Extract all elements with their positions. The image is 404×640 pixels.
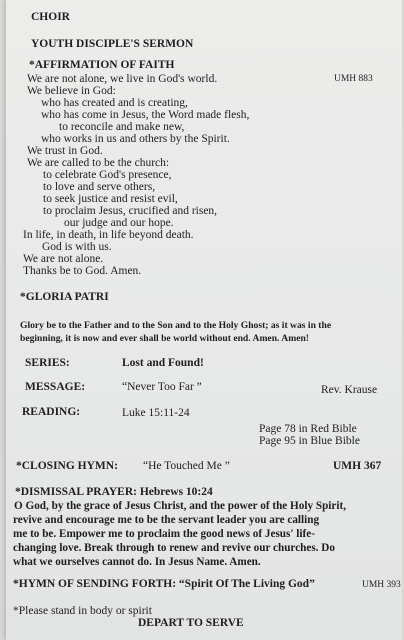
- affirmation-line: to love and serve others,: [43, 181, 156, 193]
- affirmation-line: to reconcile and make new,: [59, 121, 185, 133]
- closing-hymn-label: *CLOSING HYMN:: [16, 460, 118, 472]
- affirmation-line: to proclaim Jesus, crucified and risen,: [43, 205, 218, 217]
- affirmation-line: We are not alone.: [23, 253, 104, 265]
- gloria-text-line: Glory be to the Father and to the Son and to the Holy Ghost; as it was in the: [20, 320, 332, 331]
- closing-hymn-ref: UMH 367: [333, 460, 382, 472]
- affirmation-line: who has come in Jesus, the Word made flesh,: [41, 109, 250, 121]
- message-label: MESSAGE:: [25, 381, 86, 393]
- series-label: SERIES:: [25, 357, 70, 369]
- sending-hymn-title: *HYMN OF SENDING FORTH: “Spirit Of The Living God”: [13, 578, 315, 590]
- dismissal-line: O God, by the grace of Jesus Christ, and the power of the Holy Spirit,: [14, 500, 346, 512]
- affirmation-line: Thanks be to God. Amen.: [23, 265, 142, 277]
- sermon-heading: YOUTH DISCIPLE'S SERMON: [31, 38, 194, 50]
- reading-page-blue: Page 95 in Blue Bible: [259, 435, 360, 447]
- gloria-title: *GLORIA PATRI: [20, 291, 109, 303]
- affirmation-line: who works in us and others by the Spirit.: [41, 133, 230, 145]
- reading-label: READING:: [22, 406, 81, 418]
- choir-heading: CHOIR: [31, 11, 70, 23]
- affirmation-line: God is with us.: [42, 241, 112, 253]
- affirmation-line: We are not alone, we live in God's world.: [27, 73, 218, 85]
- gloria-text-line: beginning, it is now and ever shall be world without end. Amen. Amen!: [20, 333, 310, 344]
- affirmation-line: We trust in God.: [27, 145, 103, 157]
- message-title: “Never Too Far ”: [122, 381, 202, 393]
- series-title: Lost and Found!: [122, 357, 204, 369]
- reading-page-red: Page 78 in Red Bible: [259, 423, 357, 435]
- closing-hymn-title: “He Touched Me ”: [143, 460, 230, 472]
- affirmation-line: our judge and our hope.: [64, 217, 174, 229]
- affirmation-line: who has created and is creating,: [41, 97, 188, 109]
- affirmation-line: In life, in death, in life beyond death.: [23, 229, 194, 241]
- depart-heading: DEPART TO SERVE: [138, 617, 244, 629]
- dismissal-line: changing love. Break through to renew and revive our churches. Do: [13, 542, 335, 554]
- affirmation-line: to seek justice and resist evil,: [43, 193, 178, 205]
- dismissal-line: me to be. Empower me to proclaim the good news of Jesus' life-: [13, 528, 315, 540]
- affirmation-line: to celebrate God's presence,: [43, 169, 172, 181]
- reading-scripture: Luke 15:11-24: [122, 407, 190, 419]
- affirmation-line: We are called to be the church:: [27, 157, 170, 169]
- dismissal-line: revive and encourage me to be the servant leader you are calling: [13, 514, 320, 526]
- dismissal-title: *DISMISSAL PRAYER: Hebrews 10:24: [15, 486, 213, 498]
- sending-hymn-ref: UMH 393: [362, 580, 401, 590]
- bulletin-page: [6, 0, 402, 640]
- dismissal-line: what we ourselves cannot do. In Jesus Name. Amen.: [13, 556, 261, 568]
- affirmation-line: We believe in God:: [27, 85, 116, 97]
- message-speaker: Rev. Krause: [321, 384, 378, 396]
- affirmation-title: *AFFIRMATION OF FAITH: [29, 59, 175, 71]
- affirmation-hymnal-ref: UMH 883: [334, 74, 373, 84]
- stand-note: *Please stand in body or spirit: [13, 605, 152, 617]
